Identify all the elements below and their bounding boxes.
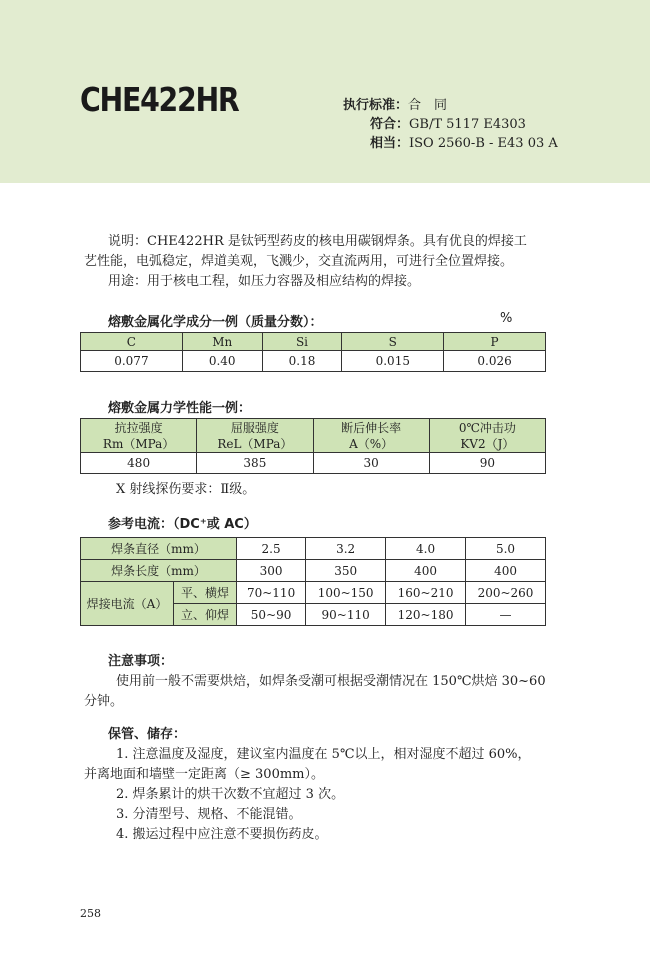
diameter-label: 焊条直径（mm） (81, 538, 237, 560)
chemistry-value-row (81, 351, 546, 372)
chem-header-si: Si (262, 333, 342, 351)
chem-header-s: S (342, 333, 444, 351)
usage-text: 用于核电工程，如压力容器及相应结构的焊接。 (147, 274, 421, 289)
chem-header-c: C (81, 333, 183, 351)
length-value: 350 (306, 560, 386, 582)
description-line-1: CHE422HR 是钛钙型药皮的核电用碳钢焊条。具有优良的焊接工 (147, 234, 527, 249)
storage-section (84, 725, 550, 845)
current-value: 120~180 (386, 604, 466, 626)
storage-item-2: 2. 焊条累计的烘干次数不宜超过 3 次。 (116, 787, 345, 802)
diameter-value: 5.0 (466, 538, 546, 560)
notes-title: 注意事项： (108, 654, 174, 669)
xray-requirement: X 射线探伤要求：Ⅱ级。 (116, 482, 256, 497)
chemistry-table (80, 332, 546, 372)
mech-value-tensile: 480 (81, 453, 197, 474)
mech-header-tensile: 抗拉强度 Rm（MPa） (81, 419, 197, 453)
chem-value-p: 0.026 (444, 351, 546, 372)
mech-header-elongation: 断后伸长率 A（%） (313, 419, 429, 453)
position-vertical-label: 立、仰焊 (174, 604, 237, 626)
mech-value-elongation: 30 (313, 453, 429, 474)
chem-value-c: 0.077 (81, 351, 183, 372)
chem-value-si: 0.18 (262, 351, 342, 372)
description-line-2: 艺性能，电弧稳定，焊道美观，飞溅少，交直流两用，可进行全位置焊接。 (84, 254, 514, 269)
current-table (80, 537, 546, 626)
diameter-value: 2.5 (237, 538, 306, 560)
description-section (84, 232, 550, 292)
standard-value: 合 同 (408, 98, 448, 113)
match-row (370, 117, 526, 133)
mech-header-yield: 屈服强度 ReL（MPa） (197, 419, 313, 453)
mechanical-header-row (81, 419, 546, 453)
current-value: 160~210 (386, 582, 466, 604)
chem-header-mn: Mn (182, 333, 262, 351)
match-value: GB/T 5117 E4303 (409, 117, 526, 132)
storage-item-3: 3. 分清型号、规格、不能混错。 (116, 807, 302, 822)
usage-label: 用途： (108, 274, 148, 289)
mech-header-impact: 0℃冲击功 KV2（J） (429, 419, 545, 453)
length-value: 400 (466, 560, 546, 582)
product-model-title: CHE422HR (80, 80, 239, 119)
mech-value-yield: 385 (197, 453, 313, 474)
current-label: 焊接电流（A） (81, 582, 174, 626)
diameter-value: 3.2 (306, 538, 386, 560)
diameter-value: 4.0 (386, 538, 466, 560)
current-value: — (466, 604, 546, 626)
current-value: 90~110 (306, 604, 386, 626)
storage-item-4: 4. 搬运过程中应注意不要损伤药皮。 (116, 827, 328, 842)
diameter-row (81, 538, 546, 560)
notes-line-1: 使用前一般不需要烘焙，如焊条受潮可根据受潮情况在 150℃烘焙 30~60 (116, 674, 546, 689)
equivalent-row (370, 136, 558, 152)
notes-section (84, 652, 550, 712)
notes-line-2: 分钟。 (84, 694, 124, 709)
position-flat-label: 平、横焊 (174, 582, 237, 604)
current-row-flat (81, 582, 546, 604)
storage-title: 保管、储存： (108, 727, 187, 742)
length-label: 焊条长度（mm） (81, 560, 237, 582)
mechanical-title: 熔敷金属力学性能一例： (108, 401, 252, 416)
match-label: 符合： (370, 117, 410, 132)
equivalent-value: ISO 2560-B - E43 03 A (409, 136, 558, 151)
chemistry-header-row (81, 333, 546, 351)
standard-label: 执行标准： (343, 98, 409, 113)
mech-value-impact: 90 (429, 453, 545, 474)
length-value: 400 (386, 560, 466, 582)
equivalent-label: 相当： (370, 136, 410, 151)
chem-header-p: P (444, 333, 546, 351)
mechanical-value-row (81, 453, 546, 474)
length-value: 300 (237, 560, 306, 582)
current-title: 参考电流：（DC⁺或 AC） (108, 517, 257, 532)
current-value: 70~110 (237, 582, 306, 604)
storage-item-1-line-1: 1. 注意温度及湿度，建议室内温度在 5℃以上，相对湿度不超过 60%， (116, 747, 531, 762)
standard-row (343, 98, 447, 114)
description-label: 说明： (108, 234, 148, 249)
current-value: 50~90 (237, 604, 306, 626)
length-row (81, 560, 546, 582)
chem-value-mn: 0.40 (182, 351, 262, 372)
storage-item-1-line-2: 并离地面和墙壁一定距离（≥ 300mm）。 (84, 767, 324, 782)
chemistry-title: 熔敷金属化学成分一例（质量分数）： (108, 315, 323, 330)
mechanical-table (80, 418, 546, 474)
chem-value-s: 0.015 (342, 351, 444, 372)
current-value: 200~260 (466, 582, 546, 604)
page-number: 258 (80, 907, 101, 920)
chemistry-unit: % (500, 311, 513, 326)
current-value: 100~150 (306, 582, 386, 604)
